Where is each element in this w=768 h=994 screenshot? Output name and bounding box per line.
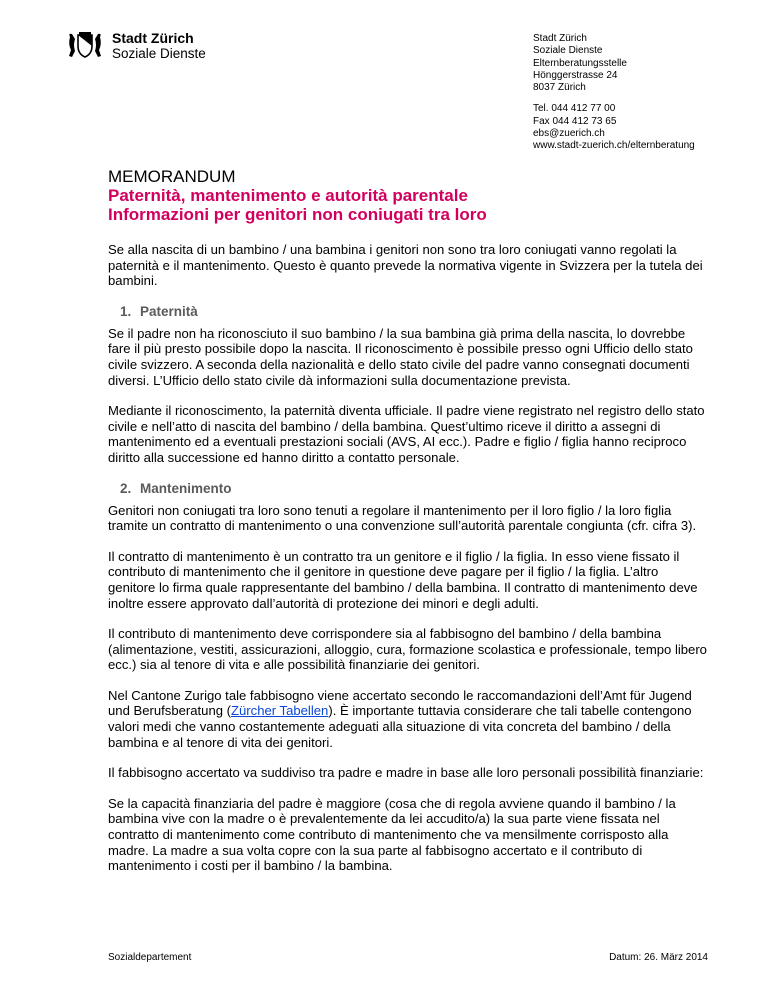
address-line: Elternberatungsstelle (533, 57, 627, 69)
address-line: Hönggerstrasse 24 (533, 69, 618, 81)
logo (66, 31, 206, 61)
paragraph: Mediante il riconoscimento, la paternità diventa ufficiale. Il padre viene registrato nel registro dello stato civile e nell’atto di nascita del bambino / della bambina. Quest’ultimo riceve il diritto a assegni di mantenimento ed a eventuali prestazioni sociali (AVS, AI ecc.). Padre e figlio / figlia hanno reciproco diritto alla successione ed hanno diritto a contatto personale. (108, 403, 705, 465)
paragraph: Il contributo di mantenimento deve corrispondere sia al fabbisogno del bambino / della bambina (alimentazione, vestiti, assicurazioni, alloggio, cura, formazione scolastica e professionale, tempo libero ecc.) sia al tenore di vita e alle possibilità finanziarie dei genitori. (108, 626, 707, 673)
paragraph: Genitori non coniugati tra loro sono tenuti a regolare il mantenimento per il loro figlio / la loro figlia tramite un contratto di mantenimento o una convenzione sull’autorità parentale congiunta (cfr. cifra 3). (108, 502, 697, 534)
zurich-lions-crest-icon (66, 31, 104, 59)
email[interactable]: ebs@zuerich.ch (533, 128, 605, 140)
paragraph-zurcher-tabellen (108, 688, 708, 750)
address-line: 8037 Zürich (533, 82, 586, 94)
section-title: Paternità (140, 303, 198, 319)
section-title: Mantenimento (140, 480, 232, 496)
paragraph: Se il padre non ha riconosciuto il suo bambino / la sua bambina già prima della nascita, lo dovrebbe fare il più presto possibile dopo la nascita. Il riconoscimento è possibile presso ogni Ufficio dello stato civile svizzero. A seconda della nazionalità e dello stato civile del padre vanno consegnati documenti diversi. L’Ufficio dello stato civile dà informazioni sulla documentazione prevista. (108, 325, 693, 388)
footer-date: Datum: 26. März 2014 (609, 952, 708, 963)
address-block (533, 33, 695, 153)
org-title: Stadt Zürich (112, 30, 194, 46)
footer-department: Sozialdepartement (108, 952, 192, 963)
section-number: 2. (120, 480, 132, 496)
intro-paragraph: Se alla nascita di un bambino / una bambina i genitori non sono tra loro coniugati vanno regolati la paternità e il mantenimento. Questo è quanto prevede la normativa vigente in Svizzera per la tutela dei bambini. (108, 242, 703, 289)
address-line: Soziale Dienste (533, 45, 603, 57)
paragraph: Se la capacità finanziaria del padre è maggiore (cosa che di regola avviene quando il bambino / la bambina vive con la madre o è prevalentemente da lei accudito/a) la sua parte viene fissata nel contratto di mantenimento come contributo di mantenimento che va mensilmente corrisposto alla madre. La madre a sua volta copre con la sua parte al fabbisogno accertato e il contributo di mantenimento i costi per il bambino / la bambina. (108, 795, 676, 874)
section-heading-paternita (120, 304, 708, 320)
fax: Fax 044 412 73 65 (533, 115, 617, 127)
section-heading-mantenimento (120, 481, 708, 497)
section-number: 1. (120, 303, 132, 319)
doc-title-line1: Paternità, mantenimento e autorità parentale (108, 186, 468, 205)
website[interactable]: www.stadt-zuerich.ch/elternberatung (533, 140, 695, 152)
doc-title-line2: Informazioni per genitori non coniugati tra loro (108, 205, 487, 224)
text-segment: ). È importante tuttavia considerare che tali tabelle contengono valori medi che vanno costantemente adeguati alla situazione di vita concreta del bambino / della bambina e al tenore di vita dei genitori. (108, 703, 692, 750)
org-subtitle: Soziale Dienste (112, 46, 206, 61)
document-body (108, 167, 708, 889)
memo-label: MEMORANDUM (108, 167, 236, 186)
paragraph: Il fabbisogno accertato va suddiviso tra padre e madre in base alle loro personali possibilità finanziarie: (108, 765, 704, 781)
text-segment: Nel Cantone Zurigo tale fabbisogno viene accertato secondo le raccomandazioni dell’Amt für Jugend und Berufsberatung ( (108, 687, 692, 719)
paragraph: Il contratto di mantenimento è un contratto tra un genitore e il figlio / la figlia. In esso viene fissato il contributo di mantenimento che il genitore in questione deve pagare per il figlio / la figlia. L’altro genitore lo firma quale rappresentante del bambino / della bambina. Il contratto di mantenimento deve inoltre essere approvato dall’autorità di protezione dei minori e degli adulti. (108, 548, 698, 611)
address-line: Stadt Zürich (533, 33, 587, 44)
phone: Tel. 044 412 77 00 (533, 103, 616, 115)
zurcher-tabellen-link[interactable]: Zürcher Tabellen (231, 703, 329, 719)
